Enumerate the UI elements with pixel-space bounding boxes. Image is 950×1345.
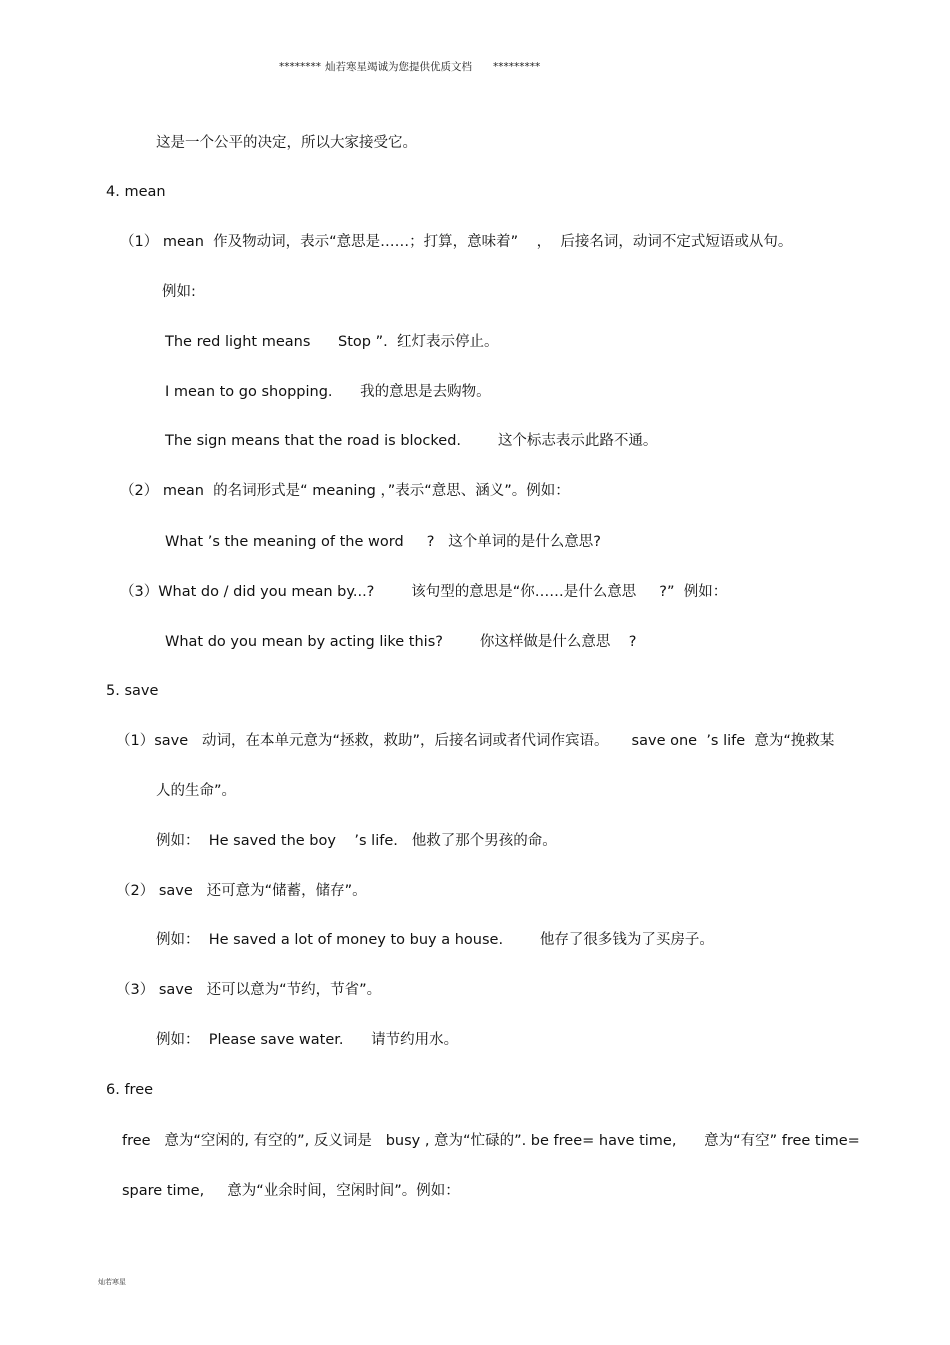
body-line: 例如: [162,284,196,300]
header-stars-right: ********* [493,61,541,73]
body-line: （2） mean 的名词形式是“ meaning ，”表示“意思、涵义”。例如： [120,483,570,499]
body-line: spare time, 意为“业余时间，空闲时间”。例如： [122,1183,460,1199]
body-line: 这是一个公平的决定，所以大家接受它。 [156,135,417,151]
section-heading-free: 6. free [106,1082,154,1098]
example-line: 例如： Please save water. 请节约用水。 [156,1032,459,1048]
body-line: （3）What do / did you mean by...? 该句型的意思是“你……是什么意思 ?” 例如： [120,584,728,600]
example-line: What do you mean by acting like this? 你这样做是什么意思 ? [165,634,637,650]
example-line: The sign means that the road is blocked. 这个标志表示此路不通。 [165,433,658,449]
header-stars-left: ******** [279,61,321,73]
section-heading-save: 5. save [106,683,159,699]
body-line: （2） save 还可意为“储蓄，储存”。 [116,883,367,899]
header-text: 灿若寒星竭诚为您提供优质文档 [325,61,472,73]
body-line: （1） mean 作及物动词，表示“意思是……；打算，意味着” ， 后接名词，动词不定式短语或从句。 [120,234,793,250]
example-line: The red light means Stop ”. 红灯表示停止。 [165,334,499,350]
section-heading-mean: 4. mean [106,184,166,200]
example-line: I mean to go shopping. 我的意思是去购物。 [165,384,491,400]
body-line: （3） save 还可以意为“节约，节省”。 [116,982,382,998]
example-line: 例如： He saved the boy ’s life. 他救了那个男孩的命。 [156,833,557,849]
page-footer: 灿若寒星 [98,1278,126,1286]
body-line: free 意为“空闲的, 有空的”, 反义词是 busy , 意为“忙碌的”. be free= have time, 意为“有空” free time= [122,1133,860,1149]
body-line: 人的生命”。 [156,783,237,799]
example-line: 例如： He saved a lot of money to buy a house. 他存了很多钱为了买房子。 [156,932,714,948]
body-line: （1）save 动词，在本单元意为“拯救，救助”，后接名词或者代词作宾语。 save one ’s life 意为“挽救某 [116,733,835,749]
example-line: What ’s the meaning of the word ? 这个单词的是什么意思? [165,534,601,550]
